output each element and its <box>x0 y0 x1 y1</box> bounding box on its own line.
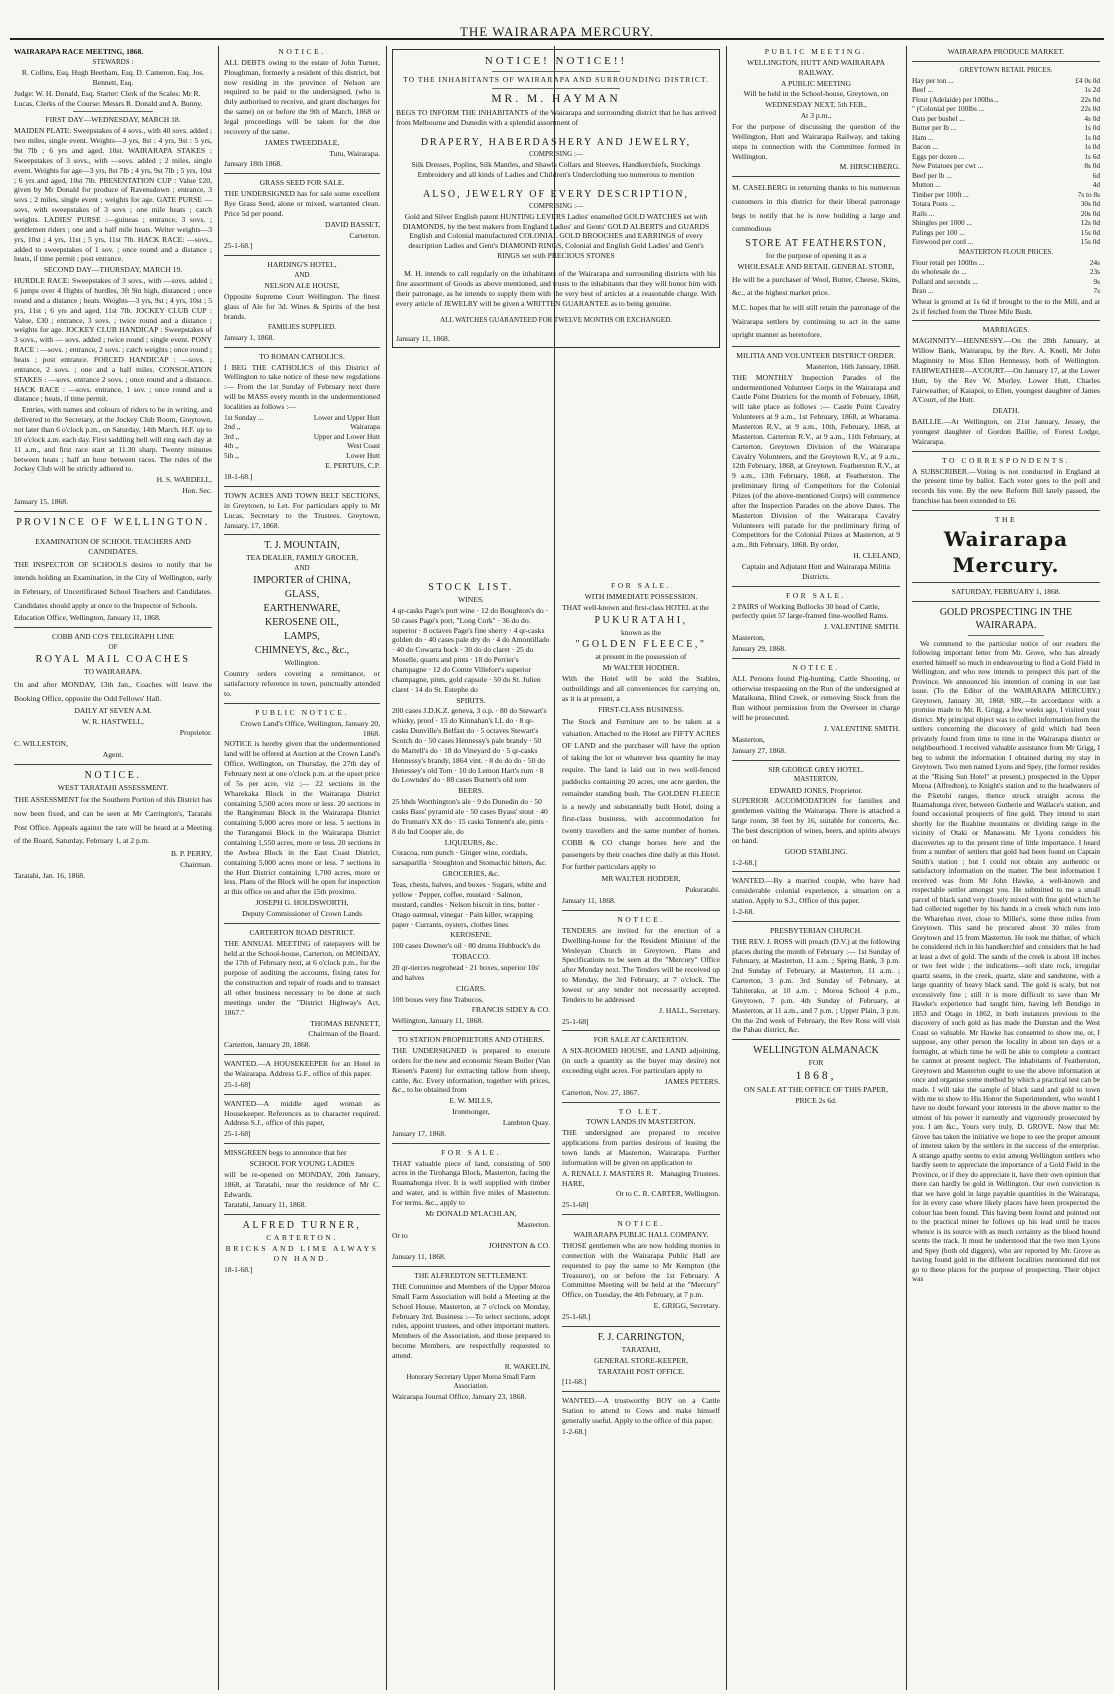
hayman-intends: M. H. intends to call regularly on the inhabitants of the Wairarapa and surrounding districts with his fine assortment of Goods as above mentioned, and trusts to the inhabitants that they will honor him with their patronage, as he intends to supply them with the very best of articles at a reasonable charge. With every article of JEWELRY will be given a WRITTEN GUARANTEE as to being genuine. <box>396 269 716 308</box>
almanack-price: PRICE 2s 6d. <box>795 1095 837 1105</box>
price-row: Oats per bushel ... 4s 0d <box>912 113 1100 123</box>
town-acres-notice: TOWN ACRES AND TOWN BELT SECTIONS, in Greytown, to Let. For particulars apply to Mr Lucas, Secretary to the Trustees. Greytown, January, 17, 1868. <box>224 490 380 530</box>
tobacco-heading: TOBACCO. <box>451 952 491 962</box>
groceries-list: Teas, chests, halves, and boxes · Sugars, white and yellow · Pepper, coffee, mustard · Salmon, mustard, candles · Nelson biscuit in tins, butter · Otago oatmeal, vinegar · Pain killer, wrapping paper · Currants, oysters, clothes lines <box>392 880 547 929</box>
road-district-heading: CARTERTON ROAD DISTRICT. <box>249 927 355 937</box>
hotel-stables: With the Hotel will be sold the Stables, outbuildings and all conveniences for carrying on, as it is at present, a <box>562 674 720 703</box>
hardings-text: Opposite Supreme Court Wellington. The finest glass of Ale for 3d. Wines & Spirits of the best brands. <box>224 292 380 321</box>
notice-heading: NOTICE. <box>84 769 142 781</box>
hayman-name: MR. M. HAYMAN <box>491 93 621 106</box>
column-1 <box>10 46 216 1690</box>
column-4 <box>728 46 904 1690</box>
turner-reference: 18-1-68.] <box>224 1264 253 1274</box>
railway-heading: WELLINGTON, HUTT AND WAIRARAPA RAILWAY. <box>746 57 886 77</box>
bullocks-text: 2 PAIRS of Working Bullocks 30 head of Cattle, perfectly quiet 57 large-framed fine-woolled Rams. <box>732 601 889 621</box>
wanted-boy: WANTED.—A trustworthy BOY on a Cattle Station to attend to Cows and make himself generally useful. Apply to the office of this paper. <box>562 1396 720 1425</box>
smith-date: January 29, 1868. <box>732 644 786 653</box>
hirschberg-name: M. HIRSCHBERG. <box>839 162 900 172</box>
to-let-heading: TO LET. <box>618 1106 664 1116</box>
price-row: Ham ... 1s 0d <box>912 132 1100 142</box>
hayman-guarantee: ALL WATCHES GUARANTEED FOR TWELVE MONTHS OR EXCHANGED. <box>440 316 672 325</box>
second-day-races: HURDLE RACE: Sweepstakes of 3 sovs., with —sovs. added ; 6 jumps over 4 flights of hurdles, 3ft 9in high, distanced ; once round and a distance ; heats. Weights—3 yrs, 9st ; 4 yrs, 10st ; 5 yrs, 11st ; 6 yrs and aged, 11st 7lb. JOCKEY CLUB CUP : Value, £30 ; entrance, 3 sovs. ; twice round and a distance ; weights for age. JOCKEY CLUB HANDICAP : Sweepstakes of 3 sovs., with — sovs. added ; twice round ; single event. PONY RACE : —sovs. ; entrance, 2 sovs. ; catch weights ; once round ; heats ; post entrance. FORCED HANDICAP : —sovs. ; entrance, 2 sovs. ; one and a half miles. CONSOLATION STAKES : —sovs. entrance 2 sovs. ; once round and a distance. HACK RACE : —sovs. entrance, 1 sov. ; once round and a distance ; heats, if time permit. <box>14 276 212 404</box>
turner-name: ALFRED TURNER, <box>242 1220 362 1232</box>
for-sale-heading: FOR SALE. <box>440 1147 502 1157</box>
caselberg-wholesale: WHOLESALE AND RETAIL GENERAL STORE, <box>737 261 895 271</box>
correspondents-heading: TO CORRESPONDENTS. <box>942 455 1070 465</box>
smith2-name: J. VALENTINE SMITH. <box>823 724 900 734</box>
hayman-to-inhabitants: TO THE INHABITANTS OF WAIRARAPA AND SURROUNDING DISTRICT. <box>403 75 709 85</box>
hotel-pukuratahi: PUKURATAHI, <box>594 614 688 626</box>
tenders-notice-heading: NOTICE. <box>617 915 665 924</box>
paper-the: THE <box>994 515 1018 525</box>
hardings-and: AND <box>294 271 310 280</box>
correspondents-text: A SUBSCRIBER.—Voting is not conducted in England at the present time by ballot. Each voter goes to the poll and records his vote. By the new Reform Bill lately passed, the franchise has been extended to £6. <box>912 466 1100 506</box>
good-stabling: GOOD STABLING. <box>784 846 848 856</box>
price-row: Bacon ... 1s 0d <box>912 142 1100 152</box>
spirits-heading: SPIRITS. <box>456 695 486 705</box>
price-row: do wholesale do ... 23s <box>912 267 1100 277</box>
trustees: A. RENALL J. MASTERS R. HARE, Managing Trustees. <box>562 1168 720 1188</box>
greytown-prices-heading: GREYTOWN RETAIL PRICES. <box>959 65 1053 74</box>
grass-location: Carterton. <box>349 230 380 240</box>
marriages-heading: MARRIAGES. <box>982 325 1030 335</box>
cigars-list: 100 boxes very fine Trabucos. <box>392 994 484 1004</box>
hayman-date: January 11, 1868. <box>396 333 450 343</box>
price-row: Butter per lb ... 1s 0d <box>912 123 1100 133</box>
peters-date: Carterton, Nov. 27, 1867. <box>562 1087 640 1097</box>
beers-list: 25 hhds Worthington's ale · 9 do Dunedin do · 50 casks Bass' pyramid ale · 50 cases Byass' stout · 40 do Truman's XX do · 15 casks Tennent's ale, pints · 8 do Ind Cooper ale, do <box>392 797 549 836</box>
debts-notice: ALL DEBTS owing to the estate of John Turner, Ploughman, formerly a resident of this district, but now residing in the province of Nelson are required to be paid to the undersigned, (who is duly authorised to receive, and grant discharges for the same) on or before the 9th of March, 1868 or legal proceedings will be taken for the due recovery of the same. <box>224 57 380 136</box>
families-supplied: FAMILIES SUPPLIED. <box>268 322 336 331</box>
royal-mail-heading: ROYAL MAIL COACHES <box>35 654 191 666</box>
agent-name: C. WILLESTON, <box>14 738 68 748</box>
militia-text: THE MONTHLY Inspection Parades of the undermentioned Volunteer Corps in the Wairarapa and Castle Point Districts for the month of February, 1868, will take place as follows :— Castle Point Cavalry Volunteers at 9 a.m., 1st February, 1868, at Wharama. Masterton R.V., at 9 a.m., 10th, February, 1868, at Masterton. Carterton R.V., at 9 a.m., 11th February, at Carterton. Greytown Division of the Wairarapa Cavalry Volunteers, and the Greytown R.V., at 9 a.m., 12th February, 1868, at Greytown. Featherston R.V., at 9 a.m., 13th February, 1868, at Featherston. The preliminary firing of Competitors for the Colonial Prizes (of the above-mentioned Corps) will commence after the Inspection Parades on the above Dates. The Masterton Division of the Wairarapa Cavalry Volunteers will parade for the preliminary firing of Competitors for the Colonial Prizes at Masterton, at 9 a.m., 8th February, 1868. By order, <box>732 372 900 550</box>
tobacco-list: 20 qr-tierces negrohead · 21 boxes, superior 10s' and halves <box>392 962 540 982</box>
trespass-text: ALL Persons found Pig-hunting, Cattle Shooting, or otherwise trespassing on the Run of the undersigned at Mataikuna, Blind Creek, or removing Stock from the Run without permission from the Overseer in charge will be prosecuted. <box>732 673 900 723</box>
column-2 <box>220 46 384 1690</box>
mountain-glass: GLASS, <box>284 589 320 601</box>
crown-office-header: Crown Land's Office, Wellington, January 20, 1868. <box>240 718 380 738</box>
hayman-gold-list: Gold and Silver English patent HUNTING LEVERS Ladies' enamelled GOLD WATCHES set with DIAMONDS, by the best makers from England Ladies' and Gents' GOLD ALBERTS and GUARDS English and Colonial manufactured COLONIAL GOLD BROOCHES and EARRINGS of every description Ladies and Gent's DIAMOND RINGS, Colonial and English Gold Ladies' and Gent's RINGS set with PRECIOUS STONES <box>402 211 710 261</box>
column-rule <box>726 46 727 1690</box>
stabling-reference: 1-2-68.] <box>732 857 757 867</box>
almanack-sale: ON SALE AT THE OFFICE OF THIS PAPER, <box>743 1085 889 1095</box>
militia-date: Masterton, 16th January, 1868. <box>806 361 900 371</box>
hotel-pukuratahi-2: Pukuratahi. <box>685 885 720 895</box>
mclachlan-name: Mr DONALD M'LACHLAN, <box>425 1208 517 1218</box>
stewards-label: STEWARDS : <box>92 57 134 66</box>
grey-hotel-text: SUPERIOR ACCOMODATION for families and gentlemen visiting the Wairarapa. There is attached a large room, 38 feet by 16, suitable for concerts, &c. The best description of wines, beers, and spirits always on hand. <box>732 796 900 845</box>
roman-text: I BEG THE CATHOLICS of this District of Wellington to take notice of these new regulations :— From the 1st Sunday of February next there will be MASS every month in the undermentioned localities as follows :— <box>224 362 380 411</box>
hotel-known-as: known as the <box>620 627 662 637</box>
mountain-earthenware: EARTHENWARE, <box>263 603 341 615</box>
carterton-sale-heading: FOR SALE AT CARTERTON. <box>593 1035 689 1045</box>
price-row: Palings per 100 ... 15s 0d <box>912 227 1100 237</box>
first-day-races: MAIDEN PLATE: Sweepstakes of 4 sovs., with 40 sovs. added ; two miles, single event. Weights—3 yrs, 8st : 4 yrs, 9st : 5 yrs, 9st 7lb ; 6 yrs and aged, 10st. WAIRARAPA STAKES : Sweepstakes of 3 sovs., with —sovs. added ; 2 miles, single event. Weights for age—3 yrs, 8st 7lb ; 4 yrs, 9st 7lb ; 5 yrs, 10st ; 6 yrs and aged, 10st 7lb. PRESENTATION CUP : Value £20, given by Mr Donald for produce of Ravensdown ; entrance, 3 sovs ; 2 miles, single event ; weights for age. GATE PURSE —sovs, with sweepstakes of 3 sovs ; one mile heats ; catch weights. LADIES' PURSE :—guineas ; entrance, 3 sovs. ; gentlemen riders ; one and a half mile heats. Welter weights—3 yrs, 10st ; 4 yrs, 11st ; 5 yrs, 11st 7lb. HACK RACE: —sovs., added to sweepstakes of 1 sov. ; once round and a distance ; heats, if time permit ; post entrance. <box>14 126 212 264</box>
hall-company-heading: WAIRARAPA PUBLIC HALL COMPANY. <box>573 1230 709 1240</box>
carter-reference: 25-1-68] <box>562 1200 589 1210</box>
mountain-trade: TEA DEALER, FAMILY GROCER, <box>245 553 359 563</box>
mclachlan-location: Masterton. <box>517 1219 550 1229</box>
station-heading: TO STATION PROPRIETORS AND OTHERS. <box>397 1035 545 1045</box>
kerosene-list: 100 cases Downer's oil · 80 drums Hubbuck's do <box>392 941 541 951</box>
west-date: Taratahi, Jan. 16, 1868. <box>14 870 85 880</box>
wanted-boy-reference: 1-2-68.] <box>562 1426 587 1436</box>
race-heading: WAIRARAPA RACE MEETING, 1868. <box>14 47 144 56</box>
mountain-country-orders: Country orders covering a remittance, or satisfactory reference in town, punctually attended to. <box>224 669 380 698</box>
race-conditions: Entries, with names and colours of riders to be in writing, and delivered to the Secretary, at the Jockey Club Room, Greytown, not later than 6 o'clock p.m., on Saturday, 14th March. H.F. up to 10 o'clock a.m. each day. First saddling bell will ring each day at 11 a.m., and first race start at 11.30 sharp. Twenty minutes between heats ; half an hour between races. The rules of the Jockey Club will be strictly adhered to. <box>14 405 212 474</box>
greytown-price-table <box>912 76 1100 247</box>
grey-hotel-heading: SIR GEORGE GREY HOTEL. <box>768 764 864 774</box>
masthead <box>10 6 1104 40</box>
column-3a <box>388 580 554 1690</box>
hotel-possession: WITH IMMEDIATE POSSESSION. <box>584 591 698 601</box>
column-rule <box>906 46 907 1690</box>
hayman-silk-list: Silk Dresses, Poplins, Silk Mantles, and Shawls Collars and Sleeves, Handkerchiefs, Stockings Embroidery and all kinds of Ladies and Children's Underclothing too numerous to mention <box>411 159 701 179</box>
grey-hotel-proprietor: EDWARD JONES, Proprietor. <box>769 785 863 795</box>
masthead-title: THE WAIRARAPA MERCURY. <box>459 24 655 39</box>
column-rule <box>218 46 219 1690</box>
hotel-first-class: FIRST-CLASS BUSINESS. <box>598 704 684 714</box>
hayman-jewelry: ALSO, JEWELRY OF EVERY DESCRIPTION, <box>423 188 689 200</box>
grass-signatory: DAVID BASSET, <box>325 219 380 229</box>
school-date: Taratahi, January 11, 1868. <box>224 1200 307 1210</box>
carrington-post: TARATAHI POST OFFICE. <box>597 1366 685 1376</box>
agent-title: Agent. <box>102 749 124 759</box>
hotel-hodder-2: MR WALTER HODDER, <box>601 874 681 884</box>
hotel-date: January 11, 1868. <box>562 896 616 906</box>
roman-reference: 18-1-68.] <box>224 472 253 482</box>
carterton-sale-text: A SIX-ROOMED HOUSE, and LAND adjoining, (in such a quantity as the buyer may desire) not exceeding eight acres. For particulars apply to <box>562 1046 720 1076</box>
race-signatory: H. S. WARDELL, <box>156 475 212 485</box>
hall-notice-heading: NOTICE. <box>617 1219 665 1229</box>
west-signatory-title: Chairman. <box>180 859 212 869</box>
cobb-signatory: W. R. HASTWELL, <box>82 717 144 727</box>
mountain-location: Wellington. <box>284 658 320 668</box>
public-signatory-title: Deputy Commissioner of Crown Lands <box>242 908 362 918</box>
trespass-notice-heading: NOTICE. <box>792 662 840 672</box>
sidey-date: Wellington, January 11, 1868. <box>392 1016 484 1026</box>
road-signatory: THOMAS BENNETT, <box>310 1018 380 1028</box>
newspaper-page <box>10 46 1104 1690</box>
race-signatory-title: Hon. Sec. <box>182 486 212 496</box>
carrington-name: F. J. CARRINGTON, <box>597 1331 685 1343</box>
masterton-prices-heading: MASTERTON FLOUR PRICES. <box>958 247 1054 256</box>
price-row: New Potatoes per cwt ... 8s 0d <box>912 161 1100 171</box>
turner-bricks: BRICKS AND LIME ALWAYS ON HAND. <box>225 1244 379 1264</box>
price-row: Beef ... 1s 2d <box>912 85 1100 95</box>
hayman-notice-heading: NOTICE! NOTICE!! <box>484 55 628 67</box>
presbyterian-heading: PRESBYTERIAN CHURCH. <box>770 925 862 935</box>
price-row: Firewood per cord ... 15s 0d <box>912 237 1100 247</box>
mills-name: E. W. MILLS, <box>449 1096 493 1106</box>
wanted-housekeeper-woman: WANTED—A middle aged woman as Housekeeper. References as to character required. Address S.J., office of this paper, <box>224 1098 380 1128</box>
meeting-location: Will be held in the School-house, Greytown, on <box>743 89 889 99</box>
alfredton-text: THE Committee and Members of the Upper Moroa Small Farm Association will hold a Meeting at the School House, Masterton, at 7 o'clock on Monday, February 3rd. Business :—To select sections, adopt rules, appoint trustees, and other important matters. Members of the Association, and those prepared to become Members, are respectfully requested to attend. <box>392 1282 550 1361</box>
cobb-text: On and after MONDAY, 13th Jan., Coaches will leave the Booking Office, opposite the Odd Fellows' Hall. <box>14 679 212 703</box>
mills-trade: Ironmonger, <box>452 1107 490 1117</box>
province-heading: PROVINCE OF WELLINGTON. <box>16 516 210 528</box>
carrington-taratahi: TARATAHI, <box>621 1344 661 1354</box>
mountain-lamps: LAMPS, <box>284 631 320 643</box>
road-signatory-title: Chairman of the Board. <box>308 1029 380 1039</box>
public-notice-text: NOTICE is hereby given that the undermentioned land will be offered at Auction at the Crown Land's Office, Wellington, on Thursday, the 27th day of February next at one o'clock p.m. at the upset price of 5s per acre, viz ;— 22 sections in the Wharekaka Block in the Wairarapa District containing 5,500 acres more or less. 20 sections in the Rangitumau Block in the Wairarapa District containing 5,000 acres more or less. 5 sections in the Turanganui Block in the Wairarapa District containing 1,550 acres, more or less. 20 sections in the Awhea Block in the East Coast District, containing 5,000 acres more or less. 7 sections in the Hutt District containing 1,700 acres, more or less. Plans of the Block will be open for inspection at this office on and after the 15th proximo. <box>224 739 380 897</box>
hotel-possession-of: at present in the possession of <box>595 652 687 662</box>
hotel-for-sale-heading: FOR SALE. <box>610 581 672 590</box>
mountain-importer: IMPORTER of CHINA, <box>253 575 351 587</box>
hotel-hodder: Mr WALTER HODDER. <box>602 663 680 673</box>
price-row: Pollard and seconds ... 9s <box>912 276 1100 286</box>
price-row: Flour retail per 100lbs ... 24s <box>912 257 1100 267</box>
exam-heading: EXAMINATION OF SCHOOL TEACHERS AND CANDIDATES. <box>35 536 191 556</box>
notice-heading: NOTICE. <box>278 47 326 56</box>
hall-text: THOSE gentlemen who are now holding monies in connection with the Wairarapa Public Hall are requested to pay the same to Mr Kempton (the Treasurer), on or before the 1st February. A Committee Meeting will be held at the "Mercury" Office, on Tuesday, the 4th February, at 7 p.m. <box>562 1240 720 1300</box>
west-taratahi-heading: WEST TARATAHI ASSESSMENT. <box>57 782 169 792</box>
missgreen-intro: MISSGREEN begs to announce that her <box>224 1148 347 1158</box>
grass-reference: 25-1-68.] <box>224 241 253 251</box>
tenders-text: TENDERS are invited for the erection of a Dwelling-house for the Resident Minister of the Wesleyan Church in Greytown. Plans and Specifications to be seen at the "Mercury" Office after Monday next. The Tenders will be received up to Monday, the 3rd February, at 7 o'clock. The lowest or any tender not necessarily accepted. Tenders to be addressed <box>562 925 720 1004</box>
wines-list: 4 qr-casks Page's port wine · 12 do Boughton's do · 50 cases Page's port, "Long Cork" · 36 do do. superior · 8 octaves Page's fine sherry · 4 qr-casks golden do · 40 cases pale dry do · 4 do Amontillado · 40 do Cowarra hock · 30 do do claret · 25 do Moselle, quarts and pints · 18 do Perrier's champagne · 12 do Comte Villeforr's superior champagne, pints, gold capsule · 50 do St. Julien claret · 14 do St. Estephe do <box>392 605 550 694</box>
mills-date: January 17, 1868. <box>392 1128 446 1138</box>
tenders-signatory: J. HALL, Secretary. <box>659 1005 720 1015</box>
cigars-heading: CIGARS. <box>456 983 486 993</box>
race-date: January 15, 1868. <box>14 497 68 507</box>
marriages-text: MAGINNITY—HENNESSY.—On the 28th January, at Willow Bank, Wairarapa, by the Rev. A. Knell, Mr John Maginnity to Miss Ellen Hennessy, both of Wellington. FAIRWEATHER—A'COURT.—On January 17, at the Lower Hutt, by the Rev W. Morley. Lower Hutt, Charles Fairweather, of Kaiapoi, to Ellen, youngest daughter of James A'Court, of the Hutt. <box>912 336 1101 405</box>
wines-heading: WINES. <box>458 595 484 604</box>
grey-hotel-location: MASTERTON, <box>794 775 838 784</box>
price-row: Rails ... 20s 0d <box>912 208 1100 218</box>
cleland-name: H. CLELAND, <box>853 551 900 561</box>
caselberg-patronage: M.C. hopes that he will still retain the patronage of the Wairarapa settlers by continuing to act in the same upright manner as heretofore. <box>732 302 900 340</box>
grigg-name: E. GRIGG, Secretary. <box>653 1301 720 1311</box>
almanack-year: 1868, <box>795 1070 837 1083</box>
wanted2-reference: 25-1-68] <box>224 1129 251 1139</box>
liqueurs-list: Curacoa, rum punch · Ginger wine, cordials, sarsaparilla · Stoughton and Stomachic bitters, &c. <box>392 848 547 868</box>
roman-heading: TO ROMAN CATHOLICS. <box>259 351 345 361</box>
road-district-text: THE ANNUAL MEETING of ratepayers will be held at the School-house, Carterton, on MONDAY, the 17th of February next, at 6 o'clock p.m., for the purpose of auditing the accounts, fixing rates for the construction and repair of roads and to transact all other business necessary to be done at such meetings under the "District Highway's Act, 1867." <box>224 938 380 1017</box>
article-headline: GOLD PROSPECTING IN THE WAIRARAPA. <box>939 606 1073 631</box>
debts-signatory: JAMES TWEEDDALE, <box>264 137 340 147</box>
cobb-signatory-title: Proprietor. <box>179 727 212 737</box>
death-text: BAILLIE.—At Wellington, on 21st January, Jessey, the youngest daughter of Gordon Baillie, of Forest Lodge, Wairarapa. <box>912 417 1100 446</box>
cobb-of: OF <box>108 642 118 651</box>
wheat-note: Wheat is ground at 1s 6d if brought to the to the Mill, and at 2s if fetched from the Three Mile Bush. <box>912 296 1100 316</box>
mass-schedule: 1st Sunday ... Lower and Upper Hutt 2nd ,, Wairarapa 3rd ,, Upper and Lower Hutt 4th ,, West Coast 5th ,, Lower Hutt <box>224 412 380 460</box>
wanted-housekeeper-hotel: WANTED.—A HOUSEKEEPER for an Hotel in the Wairarapa. Address G.F., office of this paper. <box>224 1059 380 1079</box>
meeting-purpose: For the purpose of discussing the question of the Wellington, Hutt and Wairarapa Railway, and taking steps in connection with the Committee formed in Wellington. <box>732 122 900 161</box>
hayman-comprising: COMPRISING :— <box>529 149 583 158</box>
carter-name: Or to C. R. CARTER, Wellington. <box>615 1189 720 1199</box>
death-heading: DEATH. <box>992 406 1020 416</box>
almanack-title: WELLINGTON ALMANACK <box>753 1045 879 1057</box>
groceries-heading: GROCERIES, &c. <box>442 869 500 879</box>
officials: Judge: W. H. Donald, Esq. Starter: Clerk of the Scales: Mr R. Lucas, Clerks of the Course: Messrs R. Donald and A. Bunny. <box>14 88 203 108</box>
town-lands-text: THE undersigned are prepared to receive applications from parties desirous of leasing the town lands at Masterton, Wairarapa. Further information will be given on application to <box>562 1128 720 1167</box>
turner-location: CARTERTON. <box>266 1233 338 1243</box>
public-signatory: JOSEPH G. HOLDSWORTH, <box>255 898 349 908</box>
price-row: Hay per ton ... £4 0s 0d <box>912 75 1100 85</box>
column-rule <box>386 46 387 1690</box>
hayman-drapery: DRAPERY, HABERDASHERY AND JEWELRY, <box>420 136 692 148</box>
stock-list-heading: STOCK LIST. <box>428 582 514 593</box>
price-row: " (Colonial per 100lbs ... 22s 0d <box>912 104 1100 114</box>
exam-signoff: Education Office, Wellington, January 11, 1868. <box>14 613 161 623</box>
article-body: We commend to the particular notice of our readers the following important letter from Mr. Grove, who has already exerted himself so much in endeavouring to find a Gold Field in Wellington, and who now intends to prospect this part of the Province. We announced his intention of coming in our last issue. (To the Editor of the WAIRARAPA MERCURY.) Greytown, January 30, 1868. SIR,—In accordance with a promise made to Mr. R. Grigg, a few weeks ago, I visited your district. My principal object was to collect information from the settlers concerning the discovery of gold which had been privately found from time to time in the Wairarapa district or neighbourhood. I received valuable assistance from Mr Grigg, I beg to submit the information I obtained during my stay in Greytown. Two men named Lyons and Spey, (the former resides at the "Rising Sun Hotel" at present,) prospected in the Upper Moroa (Alfredton), to Knight's station and to the headwaters of the P.ketohi ranges, thence struck straight across the Ruamahunga river, between Gutherie and Wallace's station, and found occasional prospects of fine gold. They intend to start shortly for the Ruahine mountains or dividing range in the vicinity of Otaki or Manawatu. Mr Lyons considers his discoveries up to the present time of little importance. I heard from a number of settlers that gold had been found on Captain Smith's station ; but I could not obtain any authentic or satisfactory information on the matter. The best information I received was from Mr John Hawke, a well-known and respectable settler amongst you. He submitted to me a small parcel of black sand very closely mixed with fine gold which he had collected together by his hands in a creek which runs into the Wharehau river, close to Miller's, some three miles from Greytown. This sand he procured about 30 miles from Greytown and 15 from Masterton. He took me thither, of which he considered rich in his handkerchief and considers that he had at least a dwt of gold. The sands of the creek is about 18 inches or two feet wide ; the indications—soft slate rock, irregular quartz seams, in the creek, quartz, slate and sandstone, with a large quantity of heavy black sand. The gold is scaly, but not excessively fine ; still it is more difficult to save than Mr Hawke's experience had taught him, having left Bendigo in 1853 and Otago in 1862, in both instances previous to the discovery of such gold as has made the Dunstan and the West Coast so valuable. Mr Hawke has consented to show me, or, I suppose, any other person the locality in about ten days or a fortnight, at which time he will be able to complete a contract he cannot at present neglect. The inhabitants of Featherston, Greytown and Masterton ought to use the above information at once and organise some method by which a practical test can be made. I will take the sample of black sand and gold to town with me to show to His Honor the Superintendent, who would I have no doubt forward your interests in the above matter to the utmost of his power it earnestly and vigorously prosecuted by you. I am &c., Yours very truly, D. GROVE. Now that Mr. Grove has taken the initiative we hope to see the proper amount of interest taken by the settlers in the success of the enterprise. A strange apathy seems to exist among Wellington settlers who hardly seem to appreciate the importance of a Gold Field in the Province, or if they do appreciate it, have their own opinion that there can hardly be gold in Wellington. Our own conviction is that we have gold in large payable quantities in the Wairarapa, for in every case where likely places have been prospected the colour has been found. This having been found and pointed out to the practical miner he follows up his lead until he traces whence is its source with as much certainty as the blood hound scents the track. It must be understood that the two men Lyons and Spey (both old diggers), who are reported by Mr. Grove as having found gold in the different localities mentioned did not go to these places for the purpose of prospecting. Their object was <box>912 638 1100 1284</box>
mountain-and: AND <box>294 564 310 573</box>
grass-seed-heading: GRASS SEED FOR SALE. <box>259 178 345 188</box>
wakelin-name: R. WAKELIN, <box>504 1361 550 1371</box>
second-day-heading: SECOND DAY—THURSDAY, MARCH 19. <box>43 265 183 275</box>
hardings-date: January 1, 1868. <box>224 332 275 342</box>
hayman-begs: BEGS TO INFORM THE INHABITANTS of the Wairarapa and surrounding district that he has arrived from Melbourne and Dunedin with a splendid assortment of <box>396 108 716 127</box>
wanted1-reference: 25-1-68] <box>224 1079 251 1089</box>
to-wairarapa: TO WAIRARAPA. <box>83 667 143 677</box>
caselberg-text: M. CASELBERG in returning thanks to his numerous customers in this district for their liberal patronage begs to notify that he is now building a large and commodious <box>732 183 900 234</box>
bullocks-sale-heading: FOR SALE. <box>785 590 847 600</box>
sidey-signatory: FRANCIS SIDEY & CO. <box>471 1005 550 1015</box>
featherston-store: STORE AT FEATHERSTON, <box>745 237 887 249</box>
hotel-stock-text: The Stock and Furniture are to be taken at a valuation. Attached to the Hotel are FIFTY ACRES OF LAND and the purchaser will have the option of taking the lot or whatever less quantity he may require. The land is laid out in two well-fenced paddocks containing 20 acres, one acre garden, the remainder standing bush. The GOLDEN FLEECE is a newly and substantially built Hotel, doing a first-class business, with accommodation for twenty travellers and the same number of horses. COBB & CO change horses here and the passengers by their coaches dine daily at this Hotel. For further particulars apply to <box>562 716 720 872</box>
johnston-name: JOHNSTON & CO. <box>488 1241 550 1251</box>
or-to: Or to <box>392 1230 408 1240</box>
smith-location: Masterton, <box>732 633 765 643</box>
wakelin-date: Wairarapa Journal Office, January 23, 1868. <box>392 1391 527 1401</box>
west-signatory: B. P. PERRY, <box>170 849 212 859</box>
ross-schedule: THE REV. J. ROSS will preach (D.V.) at the following places during the month of February :— 1st Sunday of February, at Masterton, 11 a.m. ; Spring Bank, 3 p.m. 2nd Sunday of February, at Masterton, 11 a.m. ; Carterton, 3 p.m. 3rd Sunday of February, at Tahiteraku, at 10 a.m. ; Moroa School 4 p.m., Greytown, 7 p.m. 4th Sunday of February, at Masterton, at 11 a.m., and 7 p.m. ; Upper Plain, 3 p.m. On the 2nd week of February, the Rev Ross will visit the Pahau district, &c. <box>732 936 900 1035</box>
wanted-couple: WANTED.—By a married couple, who have had considerable colonial experience, a situation on a station. Apply to S.J., Office of this paper. <box>732 876 900 906</box>
price-row: Beef per lb ... 6d <box>912 170 1100 180</box>
hayman-comprising-2: COMPRISING :— <box>529 201 583 210</box>
mountain-chimneys: CHIMNEYS, &c., &c., <box>254 645 350 657</box>
land-sale-text: THAT valuable piece of land, consisting of 500 acres in the Tirohanga Block, Masterton, facing the Ruamahunga river. It is well supplied with timber and water, and is within five miles of Masterton. For terms, &c., apply to <box>392 1158 550 1207</box>
almanack-for: FOR <box>808 1058 824 1068</box>
hardings-heading: HARDING'S HOTEL, <box>267 260 337 270</box>
exam-text: THE INSPECTOR OF SCHOOLS desires to notify that he intends holding an Examination, in the City of Wellington, early in February, of Uncertificated School Teachers and Candidates. Candidates should apply at once to the Inspector of Schools. <box>14 559 212 610</box>
roman-signatory: E. PERTUIS, C.P. <box>325 461 380 471</box>
school-text: will be re-opened on MONDAY, 20th January, 1868, at Taratahi, near the residence of Mr C. Edwards. <box>224 1169 380 1199</box>
west-taratahi-text: THE ASSESSMENT for the Southern Portion of this District has now been fixed, and can be seen at Mr Carrington's, Taratahi Post Office. Appeals against the rate will be heard at a Meeting of the Board, Saturday, February 1, at 2 p.m. <box>14 795 212 846</box>
masterton-price-table <box>912 258 1100 296</box>
price-row: Bran ... 7s <box>912 286 1100 296</box>
school-heading: SCHOOL FOR YOUNG LADIES <box>249 1159 355 1169</box>
kerosene-heading: KEROSENE. <box>450 930 492 940</box>
station-text: THE UNDERSIGNED is prepared to execute orders for the new and economic Steam Boiler (Van Riesen's Patent) for extracting tallow from sheep, cattle, &c. Every information, together with prices, &c., to be obtained from <box>392 1045 550 1095</box>
hotel-golden-fleece: "GOLDEN FLEECE," <box>575 639 707 651</box>
mountain-name: T. J. MOUNTAIN, <box>264 540 340 552</box>
daily-departure: DAILY AT SEVEN A.M. <box>74 706 152 716</box>
meeting-title: A PUBLIC MEETING <box>780 78 852 88</box>
hayman-advertisement <box>388 46 724 576</box>
price-row: Timber per 100ft ... 7s to 8s <box>912 189 1100 199</box>
nelson-heading: NELSON ALE HOUSE, <box>264 281 340 291</box>
public-meeting-heading: PUBLIC MEETING. <box>764 47 868 56</box>
town-lands-heading: TOWN LANDS IN MASTERTON. <box>586 1117 696 1127</box>
price-row: Totara Posts ... 30s 0d <box>912 199 1100 209</box>
land-sale-date: January 11, 1868. <box>392 1252 446 1262</box>
mills-location: Lambton Quay. <box>502 1117 550 1127</box>
column-5 <box>908 46 1104 1690</box>
first-day-heading: FIRST DAY—WEDNESDAY, MARCH 18. <box>45 115 181 125</box>
tenders-reference: 25-1-68] <box>562 1016 589 1026</box>
carrington-trade: GENERAL STORE-KEEPER, <box>593 1355 689 1365</box>
debts-date: January 18th 1868. <box>224 159 282 169</box>
paper-nameplate: Wairarapa Mercury. <box>943 526 1069 577</box>
grass-seed-text: THE UNDERSIGNED has for sale some excellent Rye Grass Seed, alone or mixed, warranted clean. Price 5d per pound. <box>224 189 380 218</box>
grigg-reference: 25-1-68.] <box>562 1311 591 1321</box>
price-row: Flour (Adelaide) per 100lbs... 22s 0d <box>912 94 1100 104</box>
spirits-list: 200 cases J.D.K.Z. geneva, 3 o.p. · 80 do Stewart's whisky, proof · 15 do Kinnahan's LL do · 8 qr-casks Dunville's Belfast do · 5 octaves Stewart's Scotch do · 50 cases Hennessy's pale brandy · 50 do Martell's do · 18 do Vineyard do · 5 qr-casks Hennessy's brandy, 1864 vint. · 8 do do do · 50 do Henessey's old Tom · 10 do Lemon Hart's rum · 8 do Lowndes' do · 88 cases Burnett's old tom <box>392 706 547 785</box>
price-row: Mutton ... 4d <box>912 180 1100 190</box>
hotel-intro: THAT well-known and first-class HOTEL at the <box>562 602 709 612</box>
meeting-time: At 3 p.m., <box>800 111 832 121</box>
liqueurs-heading: LIQUEURS, &c. <box>444 837 498 847</box>
meeting-date: WEDNESDAY NEXT, 5th FEB., <box>765 100 867 110</box>
debts-location: Tutu, Wairarapa. <box>329 148 380 158</box>
militia-heading: MILITIA AND VOLUNTEER DISTRICT ORDER. <box>736 350 896 360</box>
price-row: Shingles per 1000 ... 12s 0d <box>912 218 1100 228</box>
wakelin-title: Honorary Secretary Upper Moroa Small Farm Association. <box>406 1372 536 1390</box>
issue-date: SATURDAY, FEBRUARY 1, 1868. <box>951 586 1061 596</box>
smith2-date: January 27, 1868. <box>732 745 786 755</box>
carrington-reference: [11-68.] <box>562 1377 587 1387</box>
public-notice-heading: PUBLIC NOTICE. <box>255 707 349 717</box>
market-heading: WAIRARAPA PRODUCE MARKET. <box>947 47 1065 56</box>
cleland-title: Captain and Adjutant Hutt and Wairarapa Militia Districts. <box>741 561 891 581</box>
column-3b <box>558 580 724 1690</box>
cobb-heading: COBB AND CO'S TELEGRAPH LINE <box>52 632 174 642</box>
caselberg-purpose: for the purpose of opening it as a <box>765 250 867 260</box>
mountain-kerosene: KEROSENE OIL, <box>265 617 339 629</box>
smith-name: J. VALENTINE SMITH. <box>823 622 900 632</box>
alfredton-heading: THE ALFREDTON SETTLEMENT. <box>414 1271 528 1281</box>
stewards: R. Collins, Esq. Hugh Beetham, Esq. D. Cameron, Esq. Jos. Bennett, Esq. <box>21 67 205 87</box>
beers-heading: BEERS. <box>458 786 484 796</box>
price-row: Eggs per dozen ... 1s 6d <box>912 151 1100 161</box>
peters-name: JAMES PETERS. <box>664 1076 720 1086</box>
wanted-couple-reference: 1-2-68. <box>732 907 755 916</box>
caselberg-wool: He will be a purchaser of Wool, Butter, Cheese, Skins, &c., at the highest market price. <box>732 274 900 298</box>
road-date: Carterton, January 20, 1868. <box>224 1040 311 1050</box>
smith2-location: Masterton, <box>732 734 765 744</box>
